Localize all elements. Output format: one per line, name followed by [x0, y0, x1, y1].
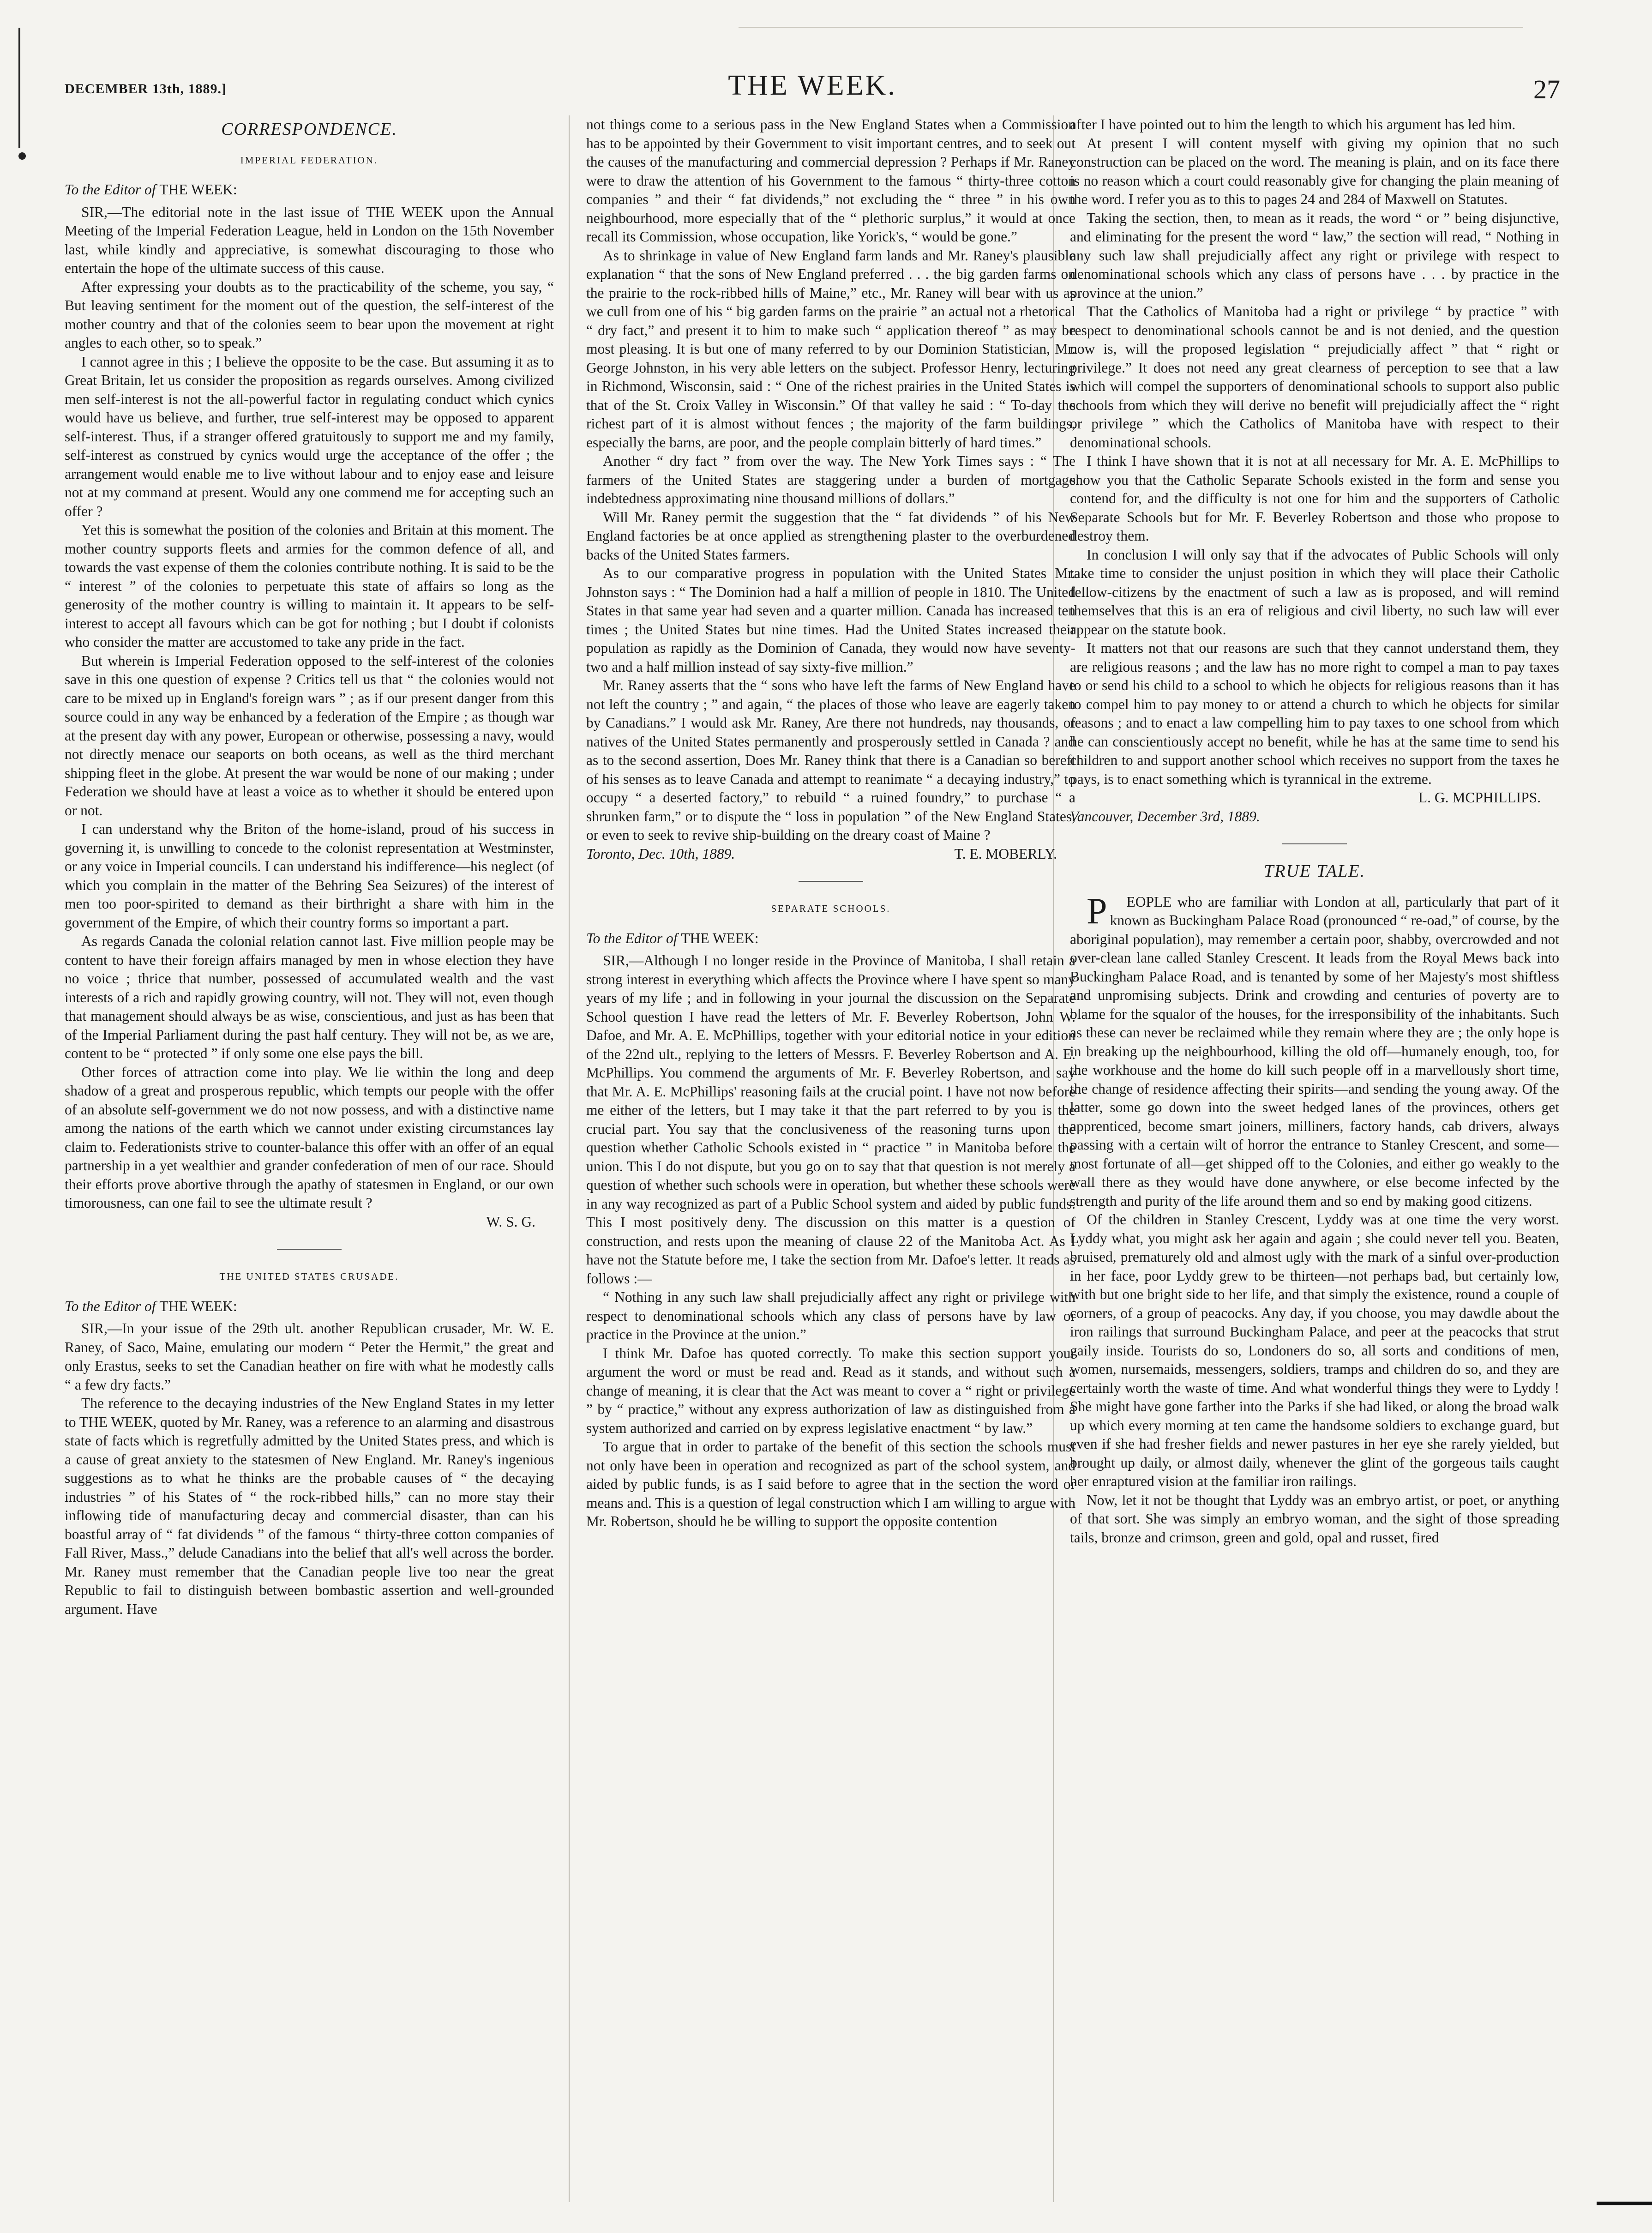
page-header	[65, 55, 1560, 106]
body-paragraph: SIR,—The editorial note in the last issue of THE WEEK upon the Annual Meeting of the Imperial Federation League, held in London on the 15th November last, while kindly and appreciative, is somewhat discouraging to those who entertain the hope of the ultimate success of this cause.	[65, 204, 554, 276]
issue-date: DECEMBER 13th, 1889.]	[65, 81, 227, 96]
letter-heading: IMPERIAL FEDERATION.	[240, 154, 378, 166]
body-paragraph: SIR,—In your issue of the 29th ult. another Republican crusader, Mr. W. E. Raney, of Saco, Maine, emulating our modern “ Peter the Hermit,” the great and only Erastus, seeks to set the Canadian heather on fire with what he modestly calls “ a few dry facts.”	[65, 1320, 554, 1393]
column-divider	[569, 115, 570, 2202]
salutation-journal-name: THE WEEK:	[681, 930, 759, 946]
dateline-place-date: Toronto, Dec. 10th, 1889.	[586, 845, 735, 862]
body-paragraph: But wherein is Imperial Federation opposed to the self-interest of the colonies save in this one question of expense ? Critics tell us that “ the colonies would not care to be mixed up in England's foreign wars ” ; as if our present danger from this source could in any way be enhanced by a federation of the Empire ; as though war at the present day with any power, European or otherwise, possessing a navy, would not directly menace our seaports on both oceans, as well as the third merchant shipping fleet in the globe. At present the war would be none of our making ; under Federation we should have at least a voice as to whether it should be entered upon or not.	[65, 652, 554, 819]
salutation-text: To the Editor of	[65, 1298, 156, 1314]
body-paragraph: After expressing your doubts as to the practicability of the scheme, you say, “ But leaving sentiment for the moment out of the question, the self-interest of the mother country and that of the colonies seem to bear upon the movement at right angles to each other, so to speak.”	[65, 278, 554, 351]
section-heading: CORRESPONDENCE.	[221, 120, 397, 139]
body-paragraph: Another “ dry fact ” from over the way. The New York Times says : “ The farmers of the United States are staggering under a burden of mortgage indebtedness approximating nine thousand millions of dollars.”	[586, 453, 1075, 506]
binding-edge-rule	[18, 28, 20, 148]
letter-signature: W. S. G.	[486, 1213, 535, 1230]
salutation	[65, 1297, 554, 1316]
body-paragraph: Of the children in Stanley Crescent, Lyddy was at one time the very worst. Lyddy what, you might ask her again and again ; she could never tell you. Beaten, bruised, prematurely old and almost ugly with the mark of a sinful over-production in her face, poor Lyddy grew to be thirteen—not perhaps bad, but certainly low, with but one bright side to her life, and that simply the existence, round a couple of corners, of a group of peacocks. Any day, if you choose, you may dawdle about the iron railings that surround Buckingham Palace, and peer at the peacocks that strut gaily inside. Tourists do so, Londoners do so, all sorts and conditions of men, women, nursemaids, messengers, soldiers, tramps and children do so, and they are certainly worth the waste of time. And what wonderful things they were to Lyddy ! She might have gone farther into the Parks if she had liked, or along the broad walk up which every morning at ten came the handsome soldiers to exchange guard, but even if she had fresher fields and newer pastures in her eye she rarely yielded, but brought up daily, or almost daily, whenever the glint of the gorgeous tails caught her enraptured vision at the familiar iron railings.	[1070, 1211, 1559, 1489]
salutation-text: To the Editor of	[65, 181, 156, 198]
body-paragraph: At present I will content myself with giving my opinion that no such construction can be placed on the word. The meaning is plain, and on its face there is no reason which a court could reasonably give for changing the plain meaning of the word. I refer you as to this to pages 24 and 284 of Maxwell on Statutes.	[1070, 135, 1559, 207]
body-paragraph: after I have pointed out to him the length to which his argument has led him.	[1070, 116, 1516, 132]
letter-heading: THE UNITED STATES CRUSADE.	[219, 1271, 399, 1282]
body-paragraph: Taking the section, then, to mean as it reads, the word “ or ” being disjunctive, and eliminating for the present the word “ law,” the section will read, “ Nothing in any such law shall prejudicially affect any right or privilege with respect to denominational schools which any class of persons have . . . by practice in the province at the union.”	[1070, 210, 1559, 301]
body-paragraph: Other forces of attraction come into play. We lie within the long and deep shadow of a great and prosperous republic, which tempts our people with the offer of an absolute self-government we do not now possess, and with a distinctive name among the nations of the earth which we cannot under existing circumstances lay claim to. Federationists strive to counter-balance this offer with an offer of an equal partnership in a yet wealthier and grander confederation of men of our race. Should their efforts prove abortive through the apathy of statesmen in England, or our own timorousness, can one fail to see the ultimate result ?	[65, 1064, 554, 1211]
section-divider	[277, 1249, 342, 1250]
body-paragraph: I cannot agree in this ; I believe the opposite to be the case. But assuming it as to Great Britain, let us consider the proposition as regards ourselves. Among civilized men self-interest is not the all-powerful factor in regulating conduct which cynics would have us believe, and further, true self-interest may be opposed to apparent self-interest. Thus, if a stranger offered gratuitously to support me and my family, self-interest as construed by cynics would urge the acceptance of the offer ; the arrangement would enable me to live without labour and to enjoy ease and leisure not at my command at present. Would any one commend me for accepting such an offer ?	[65, 353, 554, 519]
letter-dateline	[1070, 807, 1559, 826]
body-paragraph: SIR,—Although I no longer reside in the Province of Manitoba, I shall retain a strong interest in everything which affects the Province where I have spent so many years of my life ; and in following in your journal the discussion on the Separate School question I have read the letters of Mr. F. Beverley Robertson, John W. Dafoe, and Mr. A. E. McPhillips, together with your editorial notice in your edition of the 22nd ult., replying to the letters of Messrs. F. Beverley Robertson and A. E. McPhillips. You commend the arguments of Mr. F. Beverley Robertson, and say that Mr. A. E. McPhillips' reasoning fails at the crucial point. I have not now before me either of the letters, but I may take it that the part referred to by you is the crucial part. You say that the conclusiveness of the reasoning turns upon the question whether Catholic Schools existed in “ practice ” in Manitoba before the union. This I do not dispute, but you go on to say that that question is not merely a question of whether such schools were in operation, but whether these schools were in any way recognized as part of a Public School system and aided by public funds. This I most positively deny. The discussion on this matter is a question of construction, and rests upon the meaning of clause 22 of the Manitoba Act. As I have not the Statute before me, I take the section from Mr. Dafoe's letter. It reads as follows :—	[586, 952, 1075, 1287]
body-paragraph: In conclusion I will only say that if the advocates of Public Schools will only take time to consider the unjust position in which they will place their Catholic fellow-citizens by the enactment of such a law as is proposed, and will remind themselves that this is an era of religious and civil liberty, no such law will ever appear on the statute book.	[1070, 546, 1559, 638]
body-paragraph: “ Nothing in any such law shall prejudicially affect any right or privilege with respect to denominational schools which any class of persons have by law or practice in the Province at the union.”	[586, 1289, 1075, 1342]
letter-heading: SEPARATE SCHOOLS.	[771, 903, 891, 914]
binding-punch-mark	[18, 152, 26, 160]
body-paragraph: I think I have shown that it is not at all necessary for Mr. A. E. McPhillips to show you that the Catholic Separate Schools existed in the form and sense you contend for, and the difficulty is not one for him and the supporters of Catholic Separate Schools but for Mr. F. Beverley Robertson and those who propose to destroy them.	[1070, 453, 1559, 544]
body-paragraph: As regards Canada the colonial relation cannot last. Five million people may be content to have their foreign affairs managed by men in whose election they have no voice ; thrice that number, possessed of accumulated wealth and the vast interests of a rich and rapidly growing country, will not. They will not, even though that management should always be as wise, conscientious, and just as has been that of the Imperial Parliament during the past half century. They will not be, as we are, content to be “ protected ” if only some one else pays the bill.	[65, 933, 554, 1061]
body-paragraph: As to our comparative progress in population with the United States Mr. Johnston says : “ The Dominion had a half a million of people in 1810. The United States in that same year had seven and a quarter million. Canada has increased ten times ; the United States but nine times. Had the United States increased their population as rapidly as the Dominion of Canada, they would now have seventy-two and a half million instead of say sixty-five million.”	[586, 565, 1075, 675]
salutation	[65, 181, 554, 199]
top-edge-rule	[739, 27, 1523, 28]
journal-title: THE WEEK.	[728, 70, 897, 101]
body-paragraph: Now, let it not be thought that Lyddy was an embryo artist, or poet, or anything of that sort. She was simply an embryo woman, and the sight of those spreading tails, bronze and crimson, green and gold, opal and russet, fired	[1070, 1492, 1559, 1546]
body-paragraph: Will Mr. Raney permit the suggestion that the “ fat dividends ” of his New England factories be at once applied as strengthening plaster to the overburdened backs of the United States farmers.	[586, 509, 1075, 563]
letter-dateline	[586, 845, 1075, 864]
body-paragraph: It matters not that our reasons are such that they cannot understand them, they are religious reasons ; and the law has no more right to compel a man to pay taxes to or send his child to a school to which he objects for religious reasons than it has to compel him to pay money to or attend a church to which he objects for similar reasons ; and to enact a law compelling him to pay taxes to one school from which he can conscientiously accept no benefit, while he has at the same time to send his children to and support another school which receives no support from the taxes he pays, is to enact something which is tyrannical in the extreme.	[1070, 640, 1559, 787]
body-paragraph: Mr. Raney asserts that the “ sons who have left the farms of New England have not left the country ; ” and again, “ the places of those who leave are eagerly taken by Canadians.” I would ask Mr. Raney, Are there not hundreds, nay thousands, of natives of the United States permanently and prosperously settled in Canada ? and as to the second assertion, Does Mr. Raney think that there is a Canadian so bereft of his senses as to leave Canada and attempt to reanimate “ a decaying industry,” to occupy “ a deserted factory,” to rebuild “ a ruined foundry,” to purchase “ a shrunken farm,” or to dispute the “ loss in population ” of the New England States, or even to seek to revive ship-building on the dreary coast of Maine ?	[586, 677, 1075, 843]
body-paragraph: That the Catholics of Manitoba had a right or privilege “ by practice ” with respect to denominational schools cannot be and is not denied, and the question now is, will the proposed legislation “ prejudicially affect ” that “ right or privilege.” It does not need any great clearness of perception to see that a law which will compel the supporters of denominational schools to support also public schools from which they will derive no benefit will prejudicially affect the “ right or privilege ” which the Catholics of Manitoba have with respect to their denominational schools.	[1070, 303, 1559, 451]
section-heading: TRUE TALE.	[1264, 861, 1365, 881]
body-paragraph: Yet this is somewhat the position of the colonies and Britain at this moment. The mother country supports fleets and armies for the common defence of all, and towards the vast expense of them the colonies contribute nothing. It is said to be the “ interest ” of the colonies to perpetuate this state of affairs so long as the generosity of the mother country is willing to maintain it. It appears to be self-interest to accept all favours which can be got for nothing ; but I doubt if colonists who consider the matter are accustomed to take any pride in the fact.	[65, 522, 554, 650]
dateline-place-date: Vancouver, December 3rd, 1889.	[1070, 808, 1260, 825]
dateline-signature: T. E. MOBERLY.	[954, 845, 1057, 862]
corner-rule-mark	[1597, 2202, 1652, 2205]
section-divider	[1282, 843, 1347, 844]
text-column-2	[586, 115, 1075, 2216]
text-column-1	[65, 115, 554, 2216]
body-paragraph: The reference to the decaying industries of the New England States in my letter to THE WEEK, quoted by Mr. Raney, was a reference to an alarming and disastrous state of facts which is regretfully admitted by the United States press, and which is a cause of great anxiety to the statesmen of New England. Mr. Raney's ingenious suggestions as to what he thinks are the probable causes of “ the decaying industries ” of his States of “ the rock-ribbed hills,” can no more stay their inflowing tide of manufacturing decay and commercial disaster, than can his boastful array of “ fat dividends ” of the famous “ thirty-three cotton companies of Fall River, Mass.,” delude Canadians into the belief that all's well across the border. Mr. Raney must remember that the Canadian people live too near the great Republic to fail to distinguish between bombastic assertion and well-grounded argument. Have	[65, 1395, 554, 1617]
body-paragraph: I can understand why the Briton of the home-island, proud of his success in governing it, is unwilling to concede to the colonist representation at Westminster, or any voice in Imperial councils. I can understand his indifference—his neglect (of which you complain in the matter of the Behring Sea Seizures) of the interest of men too poor-spirited to demand as their birthright a share with him in the government of the Empire, of which their country forms so important a part.	[65, 821, 554, 931]
body-paragraph: To argue that in order to partake of the benefit of this section the schools must not only have been in operation and recognized as part of the school system, and aided by public funds, is as I said before to agree that in the section the word or means and. This is a question of legal construction which I am willing to argue with Mr. Robertson, should he be willing to support the opposite contention	[586, 1439, 1075, 1529]
text-column-3	[1070, 115, 1559, 2216]
page-number: 27	[1533, 74, 1560, 104]
section-divider	[799, 881, 863, 882]
salutation-journal-name: THE WEEK:	[159, 181, 237, 198]
body-paragraph: PEOPLE who are familiar with London at all, particularly that part of it known as Buckingham Palace Road (pronounced “ re-oad,” of course, by the aboriginal population), may remember a certain poor, shabby, overcrowded and not over-clean lane called Stanley Crescent. It leads from the Royal Mews back into Buckingham Palace Road, and is tenanted by some of her Majesty's most shiftless and unpromising subjects. Drink and crowding and centuries of poverty are to blame for the squalor of the houses, for the irresponsibility of the inhabitants. Such as these can never be reclaimed while they remain where they are ; the only hope is in breaking up the neighbourhood, killing the old off—humanely enough, too, for the workhouse and the home do kill such people off in a marvellously short time, the change of residence affecting their spirits—and sending the young away. Of the latter, some go down into the sweet hedged lanes of the provinces, others get apprenticed, become smart joiners, milliners, factory hands, cab drivers, always passing with a certain wilt of horror the entrance to Stanley Crescent, and some—most fortunate of all—get shipped off to the Colonies, and either go weakly to the wall there as they would have done anywhere, or else become infected by the strength and purity of the life around them and so end by making good citizens.	[1070, 891, 1559, 1209]
body-paragraph: As to shrinkage in value of New England farm lands and Mr. Raney's plausible explanation “ that the sons of New England preferred . . . the big garden farms on the prairie to the rock-ribbed hills of Maine,” etc., Mr. Raney will bear with us as we cull from one of his “ big garden farms on the prairie ” an actual not a rhetorical “ dry fact,” and present it to him to make such “ application thereof ” as may be most pleasing. It is but one of many referred to by our Dominion Statistician, Mr. George Johnston, in his very able letters on the subject. Professor Henry, lecturing in Richmond, Wisconsin, said : “ One of the richest prairies in the United States is that of the St. Croix Valley in Wisconsin.” Of that valley he said : “ To-day the richest part of it is almost without fences ; the majority of the farm buildings, especially the barns, are poor, and the people complain bitterly of hard times.”	[586, 247, 1075, 451]
letter-signature: L. G. MCPHILLIPS.	[1418, 789, 1541, 806]
body-paragraph: not things come to a serious pass in the New England States when a Commission has to be appointed by their Government to visit important centres, and to seek out the causes of the manufacturing and commercial depression ? Perhaps if Mr. Raney were to draw the attention of his Government to the famous “ thirty-three cotton companies ” and their “ fat dividends,” not excluding the “ three ” in his own neighbourhood, more especially that of the “ plethoric surplus,” it would at once recall its Commission, whose occupation, like Yorick's, “ would be gone.”	[586, 116, 1075, 245]
salutation-text: To the Editor of	[586, 930, 678, 946]
salutation-journal-name: THE WEEK:	[159, 1298, 237, 1314]
body-paragraph: I think Mr. Dafoe has quoted correctly. To make this section support your argument the word or must be read and. Read as it stands, and without such a change of meaning, it is clear that the Act was meant to cover a “ right or privilege ” by “ practice,” without any express authorization of law as distinguished from a system authorized and carried on by express legislative enactment “ by law.”	[586, 1345, 1075, 1436]
salutation	[586, 929, 1075, 948]
